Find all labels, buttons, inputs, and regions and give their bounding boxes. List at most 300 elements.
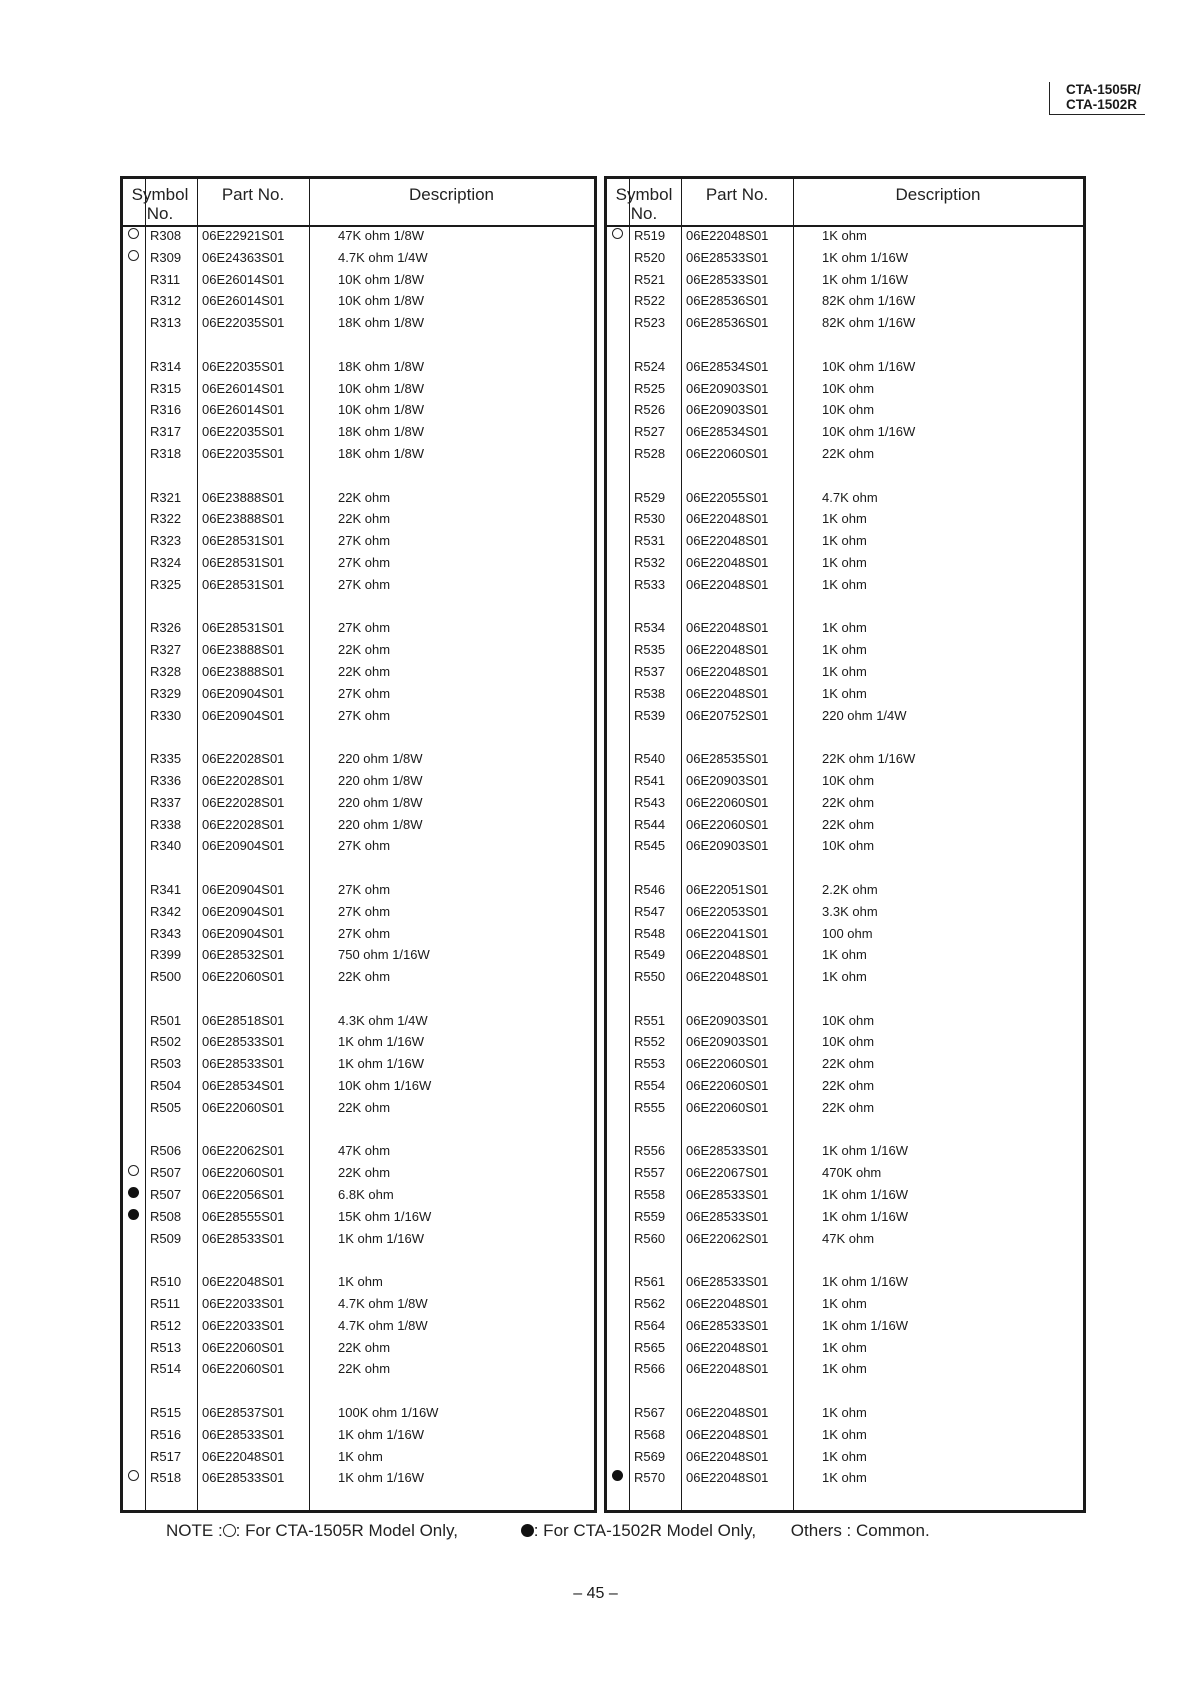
symbol-cell: R540 [634, 751, 666, 767]
description-cell: 1K ohm [822, 1405, 867, 1421]
symbol-cell: R509 [150, 1230, 182, 1246]
symbol-cell: R528 [634, 445, 666, 461]
description-cell: 1K ohm 1/16W [338, 1056, 424, 1072]
part-number-cell: 06E22060S01 [202, 1361, 285, 1377]
part-number-cell: 06E22060S01 [202, 1165, 285, 1181]
symbol-cell: R534 [634, 620, 666, 636]
table-row [123, 1140, 594, 1162]
description-cell: 1K ohm [822, 663, 867, 679]
symbol-cell: R568 [634, 1426, 666, 1442]
part-number-cell: 06E22048S01 [686, 663, 769, 679]
table-row [123, 770, 594, 792]
description-cell: 47K ohm 1/8W [338, 228, 424, 243]
symbol-cell: R321 [150, 489, 182, 505]
description-cell: 22K ohm [338, 1361, 391, 1377]
part-number-cell: 06E22060S01 [202, 969, 285, 985]
table-row [607, 1446, 1083, 1468]
symbol-cell: R517 [150, 1448, 182, 1464]
symbol-cell: R520 [634, 249, 666, 265]
part-number-cell: 06E23888S01 [202, 642, 285, 658]
symbol-cell: R561 [634, 1274, 666, 1290]
symbol-cell: R539 [634, 707, 666, 723]
symbol-cell: R543 [634, 794, 666, 810]
table-row [123, 1293, 594, 1315]
symbol-cell: R316 [150, 402, 182, 418]
part-number-cell: 06E20903S01 [686, 1034, 769, 1050]
open-circle-icon [223, 1524, 236, 1537]
table-row [607, 1075, 1083, 1097]
description-cell: 22K ohm [338, 1165, 391, 1181]
part-no-header: Part No. [221, 185, 285, 204]
table-row [607, 1271, 1083, 1293]
symbol-cell: R309 [150, 249, 182, 265]
open-circle-icon [128, 228, 139, 239]
table-row [123, 552, 594, 574]
open-circle-icon [128, 1165, 139, 1176]
table-row [607, 1206, 1083, 1228]
table-row [123, 1337, 594, 1359]
part-number-cell: 06E22048S01 [686, 620, 769, 636]
symbol-cell: R555 [634, 1099, 666, 1115]
table-row [607, 923, 1083, 945]
table-row [123, 814, 594, 836]
description-cell: 4.7K ohm 1/8W [338, 1296, 428, 1312]
description-cell: 22K ohm [338, 1339, 391, 1355]
part-number-cell: 06E26014S01 [202, 402, 285, 418]
part-number-cell: 06E22056S01 [202, 1187, 285, 1203]
description-cell: 10K ohm [822, 772, 875, 788]
part-number-cell: 06E28533S01 [202, 1426, 285, 1442]
description-cell: 1K ohm [338, 1274, 383, 1290]
table-row [123, 1467, 594, 1489]
part-number-cell: 06E28536S01 [686, 293, 769, 309]
symbol-cell: R566 [634, 1361, 666, 1377]
part-number-cell: 06E28537S01 [202, 1405, 285, 1421]
part-number-cell: 06E26014S01 [202, 271, 285, 287]
symbol-cell: R516 [150, 1426, 182, 1442]
table-row [607, 1424, 1083, 1446]
description-cell: 1K ohm 1/16W [338, 1230, 424, 1246]
part-number-cell: 06E28534S01 [202, 1078, 285, 1094]
description-cell: 1K ohm [338, 1448, 383, 1464]
symbol-cell: R507 [150, 1165, 182, 1181]
part-number-cell: 06E24363S01 [202, 249, 285, 265]
description-cell: 15K ohm 1/16W [338, 1208, 432, 1224]
symbol-cell: R341 [150, 881, 182, 897]
symbol-cell: R335 [150, 751, 182, 767]
part-number-cell: 06E22028S01 [202, 772, 285, 788]
table-row [123, 1206, 594, 1228]
group-spacer [123, 988, 594, 1010]
symbol-header: Symbol No. [615, 185, 673, 223]
symbol-cell: R313 [150, 315, 182, 331]
description-cell: 27K ohm [338, 576, 391, 592]
part-number-cell: 06E22035S01 [202, 358, 285, 374]
table-row [607, 421, 1083, 443]
part-number-cell: 06E22048S01 [686, 1296, 769, 1312]
group-spacer [607, 1249, 1083, 1271]
parts-table-right [604, 176, 1086, 1513]
description-cell: 1K ohm [822, 1296, 867, 1312]
group-spacer [607, 726, 1083, 748]
open-circle-icon [128, 250, 139, 261]
part-number-cell: 06E22048S01 [686, 947, 769, 963]
table-row [607, 1228, 1083, 1250]
description-cell: 10K ohm 1/8W [338, 271, 424, 287]
part-number-cell: 06E22048S01 [686, 511, 769, 527]
part-number-cell: 06E28534S01 [686, 358, 769, 374]
table-row [607, 1140, 1083, 1162]
table-row [607, 508, 1083, 530]
group-spacer [607, 465, 1083, 487]
description-header: Description [408, 185, 495, 204]
symbol-cell: R518 [150, 1470, 182, 1486]
table-row [123, 508, 594, 530]
symbol-cell: R557 [634, 1165, 666, 1181]
symbol-cell: R308 [150, 228, 182, 243]
table-row [123, 1053, 594, 1075]
part-number-cell: 06E22062S01 [202, 1143, 285, 1159]
symbol-cell: R524 [634, 358, 666, 374]
description-cell: 1K ohm [822, 511, 867, 527]
model-tag [1049, 82, 1145, 115]
symbol-cell: R336 [150, 772, 182, 788]
symbol-cell: R315 [150, 380, 182, 396]
table-rows [123, 225, 594, 1489]
table-row [607, 225, 1083, 247]
description-cell: 1K ohm 1/16W [822, 1317, 908, 1333]
part-number-cell: 06E22067S01 [686, 1165, 769, 1181]
part-number-cell: 06E22028S01 [202, 751, 285, 767]
symbol-cell: R533 [634, 576, 666, 592]
part-number-cell: 06E20903S01 [686, 380, 769, 396]
table-row [607, 1010, 1083, 1032]
group-spacer [123, 1249, 594, 1271]
symbol-cell: R337 [150, 794, 182, 810]
symbol-cell: R314 [150, 358, 182, 374]
table-row [123, 944, 594, 966]
symbol-cell: R564 [634, 1317, 666, 1333]
part-number-cell: 06E22051S01 [686, 881, 769, 897]
part-number-cell: 06E20903S01 [686, 402, 769, 418]
description-cell: 220 ohm 1/8W [338, 751, 423, 767]
table-row [607, 1053, 1083, 1075]
description-cell: 1K ohm [822, 533, 867, 549]
part-number-cell: 06E22048S01 [686, 1405, 769, 1421]
part-number-cell: 06E22048S01 [686, 969, 769, 985]
symbol-cell: R532 [634, 554, 666, 570]
table-rows [607, 225, 1083, 1489]
description-cell: 1K ohm [822, 1470, 867, 1486]
table-row [607, 269, 1083, 291]
symbol-cell: R515 [150, 1405, 182, 1421]
note-solid-text: : For CTA-1502R Model Only, [533, 1521, 757, 1540]
part-number-cell: 06E22060S01 [686, 445, 769, 461]
description-cell: 1K ohm 1/16W [822, 1187, 908, 1203]
part-number-cell: 06E28532S01 [202, 947, 285, 963]
description-cell: 1K ohm 1/16W [338, 1426, 424, 1442]
table-row [607, 399, 1083, 421]
group-spacer [607, 1380, 1083, 1402]
symbol-cell: R521 [634, 271, 666, 287]
table-row [123, 225, 594, 247]
table-row [123, 290, 594, 312]
description-cell: 220 ohm 1/8W [338, 794, 423, 810]
part-number-cell: 06E28533S01 [686, 1143, 769, 1159]
description-cell: 22K ohm [822, 1078, 875, 1094]
table-row [123, 1228, 594, 1250]
part-number-cell: 06E28535S01 [686, 751, 769, 767]
part-number-cell: 06E22048S01 [686, 554, 769, 570]
description-cell: 1K ohm 1/16W [338, 1034, 424, 1050]
symbol-cell: R311 [150, 271, 181, 287]
description-cell: 22K ohm [338, 489, 391, 505]
symbol-cell: R503 [150, 1056, 182, 1072]
symbol-cell: R545 [634, 838, 666, 854]
part-number-cell: 06E28534S01 [686, 424, 769, 440]
description-cell: 1K ohm [822, 1339, 867, 1355]
table-row [607, 443, 1083, 465]
part-number-cell: 06E28533S01 [686, 271, 769, 287]
table-row [123, 901, 594, 923]
description-cell: 27K ohm [338, 620, 391, 636]
symbol-cell: R549 [634, 947, 666, 963]
description-cell: 100K ohm 1/16W [338, 1405, 439, 1421]
filled-circle-icon [128, 1209, 139, 1220]
symbol-cell: R541 [634, 772, 666, 788]
description-cell: 1K ohm [822, 1361, 867, 1377]
table-row [607, 1031, 1083, 1053]
part-number-cell: 06E22048S01 [686, 685, 769, 701]
table-row [123, 661, 594, 683]
table-row [607, 661, 1083, 683]
part-number-cell: 06E23888S01 [202, 489, 285, 505]
group-spacer [607, 1119, 1083, 1141]
table-row [123, 421, 594, 443]
part-number-cell: 06E28531S01 [202, 620, 285, 636]
symbol-cell: R508 [150, 1208, 182, 1224]
description-cell: 4.7K ohm 1/8W [338, 1317, 428, 1333]
description-cell: 220 ohm 1/8W [338, 816, 423, 832]
table-row [123, 683, 594, 705]
description-cell: 10K ohm 1/16W [338, 1078, 432, 1094]
description-cell: 750 ohm 1/16W [338, 947, 430, 963]
symbol-cell: R544 [634, 816, 666, 832]
description-cell: 1K ohm [822, 576, 867, 592]
description-cell: 470K ohm [822, 1165, 882, 1181]
table-row [123, 530, 594, 552]
symbol-cell: R537 [634, 663, 666, 679]
table-row [123, 487, 594, 509]
table-row [607, 639, 1083, 661]
description-cell: 82K ohm 1/16W [822, 315, 916, 331]
part-number-cell: 06E22060S01 [202, 1099, 285, 1115]
part-number-cell: 06E22060S01 [202, 1339, 285, 1355]
table-row [607, 879, 1083, 901]
symbol-cell: R500 [150, 969, 182, 985]
description-header: Description [895, 185, 981, 204]
symbol-cell: R546 [634, 881, 666, 897]
description-cell: 1K ohm [822, 947, 867, 963]
symbol-cell: R554 [634, 1078, 666, 1094]
table-row [607, 1097, 1083, 1119]
part-number-cell: 06E22055S01 [686, 489, 769, 505]
symbol-cell: R523 [634, 315, 666, 331]
description-cell: 1K ohm [822, 642, 867, 658]
table-row [607, 944, 1083, 966]
part-no-header: Part No. [705, 185, 769, 204]
description-cell: 1K ohm [822, 554, 867, 570]
part-number-cell: 06E20904S01 [202, 903, 285, 919]
description-cell: 10K ohm 1/16W [822, 358, 916, 374]
table-row [607, 356, 1083, 378]
description-cell: 1K ohm [822, 685, 867, 701]
description-cell: 27K ohm [338, 554, 391, 570]
table-row [607, 1315, 1083, 1337]
description-cell: 10K ohm [822, 1034, 875, 1050]
description-cell: 22K ohm 1/16W [822, 751, 916, 767]
description-cell: 22K ohm [822, 816, 875, 832]
description-cell: 2.2K ohm [822, 881, 878, 897]
part-number-cell: 06E20903S01 [686, 1012, 769, 1028]
description-cell: 47K ohm [338, 1143, 391, 1159]
table-row [607, 814, 1083, 836]
part-number-cell: 06E20904S01 [202, 707, 285, 723]
symbol-cell: R312 [150, 293, 182, 309]
description-cell: 4.3K ohm 1/4W [338, 1012, 428, 1028]
description-cell: 1K ohm 1/16W [822, 271, 908, 287]
description-cell: 4.7K ohm [822, 489, 878, 505]
description-cell: 22K ohm [822, 1056, 875, 1072]
table-row [123, 1271, 594, 1293]
description-cell: 10K ohm [822, 380, 875, 396]
description-cell: 1K ohm 1/16W [338, 1470, 424, 1486]
table-row [607, 1467, 1083, 1489]
symbol-cell: R569 [634, 1448, 666, 1464]
symbol-cell: R527 [634, 424, 666, 440]
table-row [607, 705, 1083, 727]
table-row [123, 835, 594, 857]
symbol-cell: R530 [634, 511, 666, 527]
part-number-cell: 06E22048S01 [686, 642, 769, 658]
table-row [607, 901, 1083, 923]
part-number-cell: 06E28533S01 [202, 1230, 285, 1246]
part-number-cell: 06E28531S01 [202, 554, 285, 570]
description-cell: 3.3K ohm [822, 903, 878, 919]
symbol-cell: R501 [150, 1012, 182, 1028]
part-number-cell: 06E20904S01 [202, 685, 285, 701]
part-number-cell: 06E22048S01 [686, 1470, 769, 1486]
symbol-cell: R340 [150, 838, 182, 854]
note-others: Others : Common. [790, 1521, 930, 1540]
page-number: – 45 – [573, 1585, 618, 1602]
description-cell: 10K ohm 1/16W [822, 424, 916, 440]
table-row [123, 1315, 594, 1337]
part-number-cell: 06E28533S01 [202, 1034, 285, 1050]
table-row [607, 683, 1083, 705]
description-cell: 10K ohm [822, 838, 875, 854]
table-header [607, 179, 1083, 227]
part-number-cell: 06E22048S01 [686, 1361, 769, 1377]
group-spacer [123, 857, 594, 879]
symbol-cell: R567 [634, 1405, 666, 1421]
description-cell: 1K ohm [822, 969, 867, 985]
symbol-cell: R552 [634, 1034, 666, 1050]
symbol-cell: R560 [634, 1230, 666, 1246]
description-cell: 220 ohm 1/8W [338, 772, 423, 788]
symbol-cell: R531 [634, 533, 666, 549]
description-cell: 10K ohm 1/8W [338, 402, 424, 418]
symbol-cell: R505 [150, 1099, 182, 1115]
table-row [123, 639, 594, 661]
symbol-cell: R343 [150, 925, 182, 941]
description-cell: 22K ohm [822, 1099, 875, 1115]
description-cell: 1K ohm [822, 228, 867, 243]
symbol-cell: R324 [150, 554, 182, 570]
table-row [607, 748, 1083, 770]
part-number-cell: 06E22062S01 [686, 1230, 769, 1246]
part-number-cell: 06E22048S01 [686, 1426, 769, 1442]
description-cell: 27K ohm [338, 903, 391, 919]
group-spacer [123, 596, 594, 618]
table-row [123, 705, 594, 727]
symbol-cell: R507 [150, 1187, 182, 1203]
table-row [123, 574, 594, 596]
table-row [607, 1184, 1083, 1206]
symbol-cell: R342 [150, 903, 182, 919]
model-note [166, 1521, 930, 1541]
part-number-cell: 06E20904S01 [202, 881, 285, 897]
table-row [607, 378, 1083, 400]
table-row [123, 617, 594, 639]
part-number-cell: 06E22028S01 [202, 816, 285, 832]
part-number-cell: 06E20904S01 [202, 925, 285, 941]
table-row [123, 269, 594, 291]
part-number-cell: 06E26014S01 [202, 380, 285, 396]
table-row [607, 487, 1083, 509]
part-number-cell: 06E22048S01 [686, 1448, 769, 1464]
description-cell: 27K ohm [338, 925, 391, 941]
symbol-cell: R538 [634, 685, 666, 701]
open-circle-icon [128, 1470, 139, 1481]
note-open-text: : For CTA-1505R Model Only, [235, 1521, 458, 1540]
part-number-cell: 06E22035S01 [202, 424, 285, 440]
table-row [607, 1402, 1083, 1424]
description-cell: 1K ohm [822, 1426, 867, 1442]
part-number-cell: 06E22048S01 [686, 533, 769, 549]
description-cell: 22K ohm [338, 1099, 391, 1115]
part-number-cell: 06E28533S01 [686, 1208, 769, 1224]
table-row [123, 792, 594, 814]
symbol-cell: R325 [150, 576, 182, 592]
table-row [123, 1031, 594, 1053]
part-number-cell: 06E22048S01 [202, 1448, 285, 1464]
table-row [607, 312, 1083, 334]
part-number-cell: 06E22060S01 [686, 1078, 769, 1094]
table-row [123, 1358, 594, 1380]
part-number-cell: 06E23888S01 [202, 511, 285, 527]
table-row [123, 247, 594, 269]
part-number-cell: 06E28533S01 [686, 249, 769, 265]
symbol-cell: R502 [150, 1034, 182, 1050]
part-number-cell: 06E28533S01 [686, 1274, 769, 1290]
part-number-cell: 06E22033S01 [202, 1317, 285, 1333]
note-prefix: NOTE : [166, 1521, 223, 1540]
symbol-cell: R338 [150, 816, 182, 832]
description-cell: 27K ohm [338, 685, 391, 701]
symbol-cell: R513 [150, 1339, 182, 1355]
symbol-cell: R570 [634, 1470, 666, 1486]
